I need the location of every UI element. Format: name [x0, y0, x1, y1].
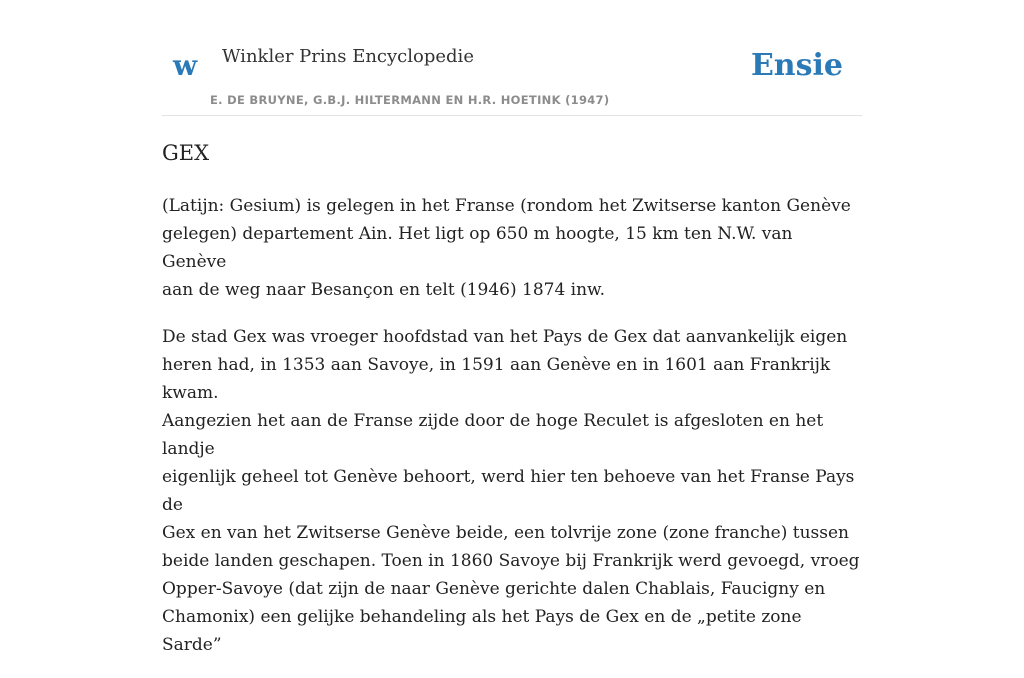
book-authors: E. DE BRUYNE, G.B.J. HILTERMANN EN H.R. HOETINK (1947) — [210, 93, 610, 107]
ensie-brand-link[interactable]: Ensie — [750, 48, 843, 83]
book-logo-icon[interactable]: w — [173, 49, 198, 82]
book-header — [162, 0, 862, 116]
article-body — [162, 192, 862, 678]
article-title: GEX — [162, 141, 210, 165]
article-paragraph: (Latijn: Gesium) is gelegen in het Franse (rondom het Zwitserse kanton Genève gelegen) departement Ain. Het ligt op 650 m hoogte, 15 km ten N.W. van Genève aan de weg naar Besançon en telt (1946) 1874 inw. — [162, 196, 851, 300]
book-title[interactable]: Winkler Prins Encyclopedie — [222, 46, 474, 67]
article-paragraph: De stad Gex was vroeger hoofdstad van het Pays de Gex dat aanvankelijk eigen heren had, in 1353 aan Savoye, in 1591 aan Genève en in 1601 aan Frankrijk kwam. Aangezien het aan de Franse zijde door de hoge Reculet is afgesloten en het landje eigenlijk geheel tot Genève behoort, werd hier ten behoeve van het Franse Pays de Gex en van het Zwitserse Genève beide, een tolvrije zone (zone franche) tussen beide landen geschapen. Toen in 1860 Savoye bij Frankrijk werd gevoegd, vroeg Opper-Savoye (dat zijn de naar Genève gerichte dalen Chablais, Faucigny en Chamonix) een gelijke behandeling als het Pays de Gex en de „petite zone Sarde” — [162, 327, 860, 655]
